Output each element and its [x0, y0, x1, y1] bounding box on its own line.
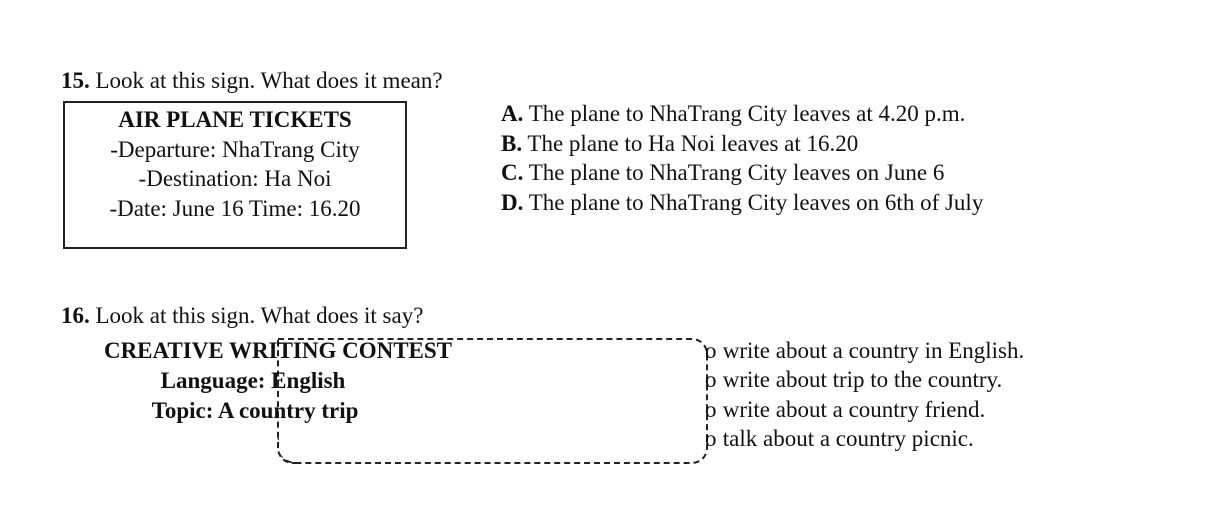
option-marker: o — [705, 396, 717, 422]
option-letter: D. — [501, 189, 524, 215]
option-b[interactable] — [501, 129, 983, 159]
sign-line-date-time: -Date: June 16 Time: 16.20 — [109, 195, 361, 221]
question-number: 16. — [61, 303, 90, 328]
option-text: The plane to NhaTrang City leaves at 4.20 p.m. — [523, 101, 966, 126]
option-text: The plane to Ha Noi leaves at 16.20 — [522, 130, 859, 156]
writing-contest-sign — [88, 336, 468, 426]
option-text: The plane to NhaTrang City leaves on 6th of July — [523, 189, 984, 215]
question-text: Look at this sign. What does it say? — [89, 303, 424, 328]
option-marker: o — [705, 425, 717, 451]
option-marker: o — [705, 338, 717, 363]
question-16-options — [705, 336, 1024, 453]
question-number: 15. — [61, 68, 90, 93]
sign-line-destination: -Destination: Ha Noi — [138, 166, 332, 191]
option-text: write about a country in English. — [717, 338, 1025, 363]
option-text: write about trip to the country. — [717, 367, 1003, 393]
option-marker: o — [705, 367, 717, 393]
option-text: talk about a country picnic. — [717, 425, 974, 451]
dashed-overlay-corner — [277, 438, 299, 464]
option-2[interactable] — [705, 365, 1024, 394]
option-text: write about a country friend. — [717, 396, 986, 422]
sign-title: AIR PLANE TICKETS — [118, 107, 352, 132]
question-16-prompt — [61, 302, 423, 330]
question-15-prompt — [61, 67, 443, 95]
sign-line-topic: Topic: A country trip — [151, 398, 359, 423]
option-1[interactable] — [705, 336, 1024, 365]
option-letter: A. — [501, 101, 524, 126]
option-d[interactable] — [501, 188, 983, 218]
sign-title: CREATIVE WRITING CONTEST — [103, 338, 453, 363]
option-letter: C. — [501, 160, 524, 185]
sign-line-departure: -Departure: NhaTrang City — [110, 136, 360, 162]
sign-line-language: Language: English — [160, 368, 346, 393]
question-15-options — [501, 99, 983, 217]
option-4[interactable] — [705, 424, 1024, 453]
option-a[interactable] — [501, 99, 983, 129]
option-3[interactable] — [705, 395, 1024, 424]
option-letter: B. — [501, 130, 523, 156]
option-text: The plane to NhaTrang City leaves on June 6 — [523, 160, 945, 185]
question-text: Look at this sign. What does it mean? — [89, 68, 443, 93]
airplane-ticket-sign — [63, 101, 407, 249]
option-c[interactable] — [501, 158, 983, 188]
